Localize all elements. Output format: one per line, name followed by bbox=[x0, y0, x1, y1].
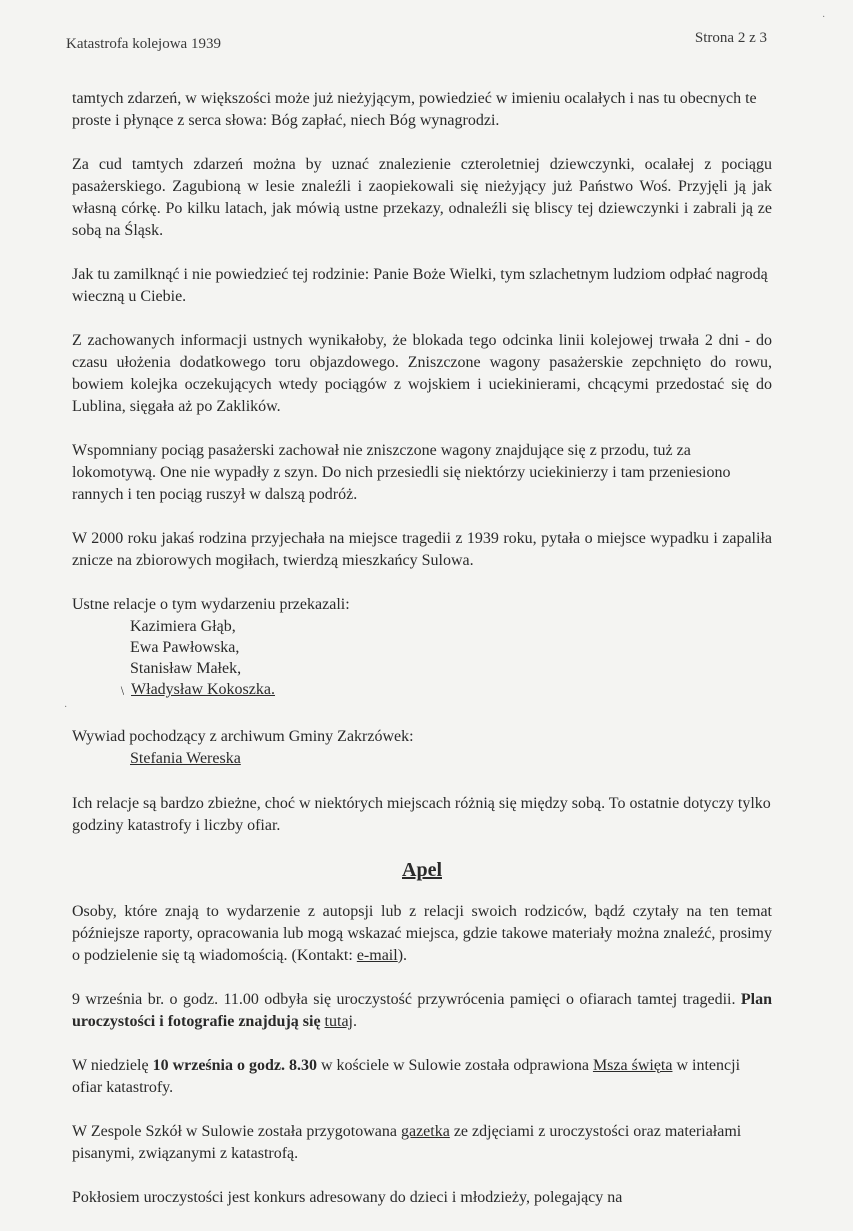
relations-paragraph: Ich relacje są bardzo zbieżne, choć w niektórych miejscach różnią się między sobą. To ostatnie dotyczy tylko godziny katastrofy i liczby ofiar. bbox=[72, 795, 771, 834]
header-title: Katastrofa kolejowa 1939 bbox=[66, 36, 221, 52]
appeal-paragraph-4: W Zespole Szkół w Sulowie została przygotowana gazetka ze zdjęciami z uroczystości oraz materiałami pisanymi, związanymi z katastrofą. bbox=[72, 1123, 742, 1162]
witness-intro: Ustne relacje o tym wydarzeniu przekazali: bbox=[72, 596, 350, 613]
witness-name: ﹨ Władysław Kokoszka. bbox=[116, 681, 275, 698]
interview-name: Stefania Wereska bbox=[130, 750, 241, 767]
paragraph-3: Jak tu zamilknąć i nie powiedzieć tej rodzinie: Panie Boże Wielki, tym szlachetnym ludziom odpłać nagrodą wieczną u Ciebie. bbox=[72, 266, 768, 305]
mass-link[interactable]: Msza święta bbox=[592, 1057, 673, 1074]
paragraph-1: tamtych zdarzeń, w większości może już nieżyjącym, powiedzieć w imieniu ocalałych i nas tu obecnych te proste i płynące z serca słowa: Bóg zapłać, niech Bóg wynagrodzi. bbox=[72, 90, 757, 129]
appeal-paragraph-1: Osoby, które znają to wydarzenie z autopsji lub z relacji swoich rodziców, bądź czytały na ten temat późniejsze raporty, opracowania lub mogą wskazać miejsca, gdzie takowe materiały można znaleźć, prosimy o podzielenie się tą wiadomością. (Kontakt: e-mail). bbox=[72, 903, 772, 964]
scan-speck-icon: · bbox=[822, 12, 826, 23]
gazetka-link[interactable]: gazetka bbox=[400, 1123, 450, 1140]
tutaj-link[interactable]: tutaj bbox=[324, 1013, 353, 1030]
paragraph-2: Za cud tamtych zdarzeń można by uznać znalezienie czteroletniej dziewczynki, ocalałej z pociągu pasażerskiego. Zagubioną w lesie znaleźli i zaopiekowali się nieżyjący już Państwo Woś. Przyjęli ją jak własną córkę. Po kilku latach, jak mówią ustne przekazy, odnaleźli się bliscy tej dziewczynki i zabrali ją ze sobą na Śląsk. bbox=[72, 156, 772, 239]
appeal-paragraph-3: W niedzielę 10 września o godz. 8.30 w kościele w Sulowie została odprawiona Msza święta w intencji ofiar katastrofy. bbox=[72, 1057, 741, 1096]
pen-mark-icon: ﹨ bbox=[116, 682, 130, 697]
document-body bbox=[72, 88, 772, 1231]
email-link[interactable]: e-mail bbox=[356, 947, 398, 964]
witness-name: Ewa Pawłowska, bbox=[130, 639, 240, 656]
header-page-number: Strona 2 z 3 bbox=[694, 30, 767, 46]
paragraph-4: Z zachowanych informacji ustnych wynikałoby, że blokada tego odcinka linii kolejowej trwała 2 dni - do czasu ułożenia dodatkowego toru objazdowego. Zniszczone wagony pasażerskie zepchnięto do rowu, bowiem kolejka oczekujących wtedy pociągów z wojskiem i uciekinierami, chcącymi przedostać się do Lublina, sięgała aż po Zaklików. bbox=[72, 332, 772, 415]
witness-list bbox=[72, 594, 772, 700]
interview-intro: Wywiad pochodzący z archiwum Gminy Zakrzówek: bbox=[72, 728, 414, 745]
scan-speck-icon: · bbox=[64, 702, 68, 713]
appeal-title: Apel bbox=[402, 859, 442, 881]
interview-block bbox=[72, 726, 772, 769]
appeal-paragraph-5: Pokłosiem uroczystości jest konkurs adresowany do dzieci i młodzieży, polegający na bbox=[72, 1189, 623, 1206]
paragraph-6: W 2000 roku jakaś rodzina przyjechała na miejsce tragedii z 1939 roku, pytała o miejsce wypadku i zapaliła znicze na zbiorowych mogiłach, twierdzą mieszkańcy Sulowa. bbox=[72, 530, 772, 569]
appeal-paragraph-2: 9 września br. o godz. 11.00 odbyła się uroczystość przywrócenia pamięci o ofiarach tamtej tragedii. Plan uroczystości i fotografie znajdują się tutaj. bbox=[72, 991, 772, 1030]
witness-name: Stanisław Małek, bbox=[130, 660, 242, 677]
paragraph-5: Wspomniany pociąg pasażerski zachował nie zniszczone wagony znajdujące się z przodu, tuż za lokomotywą. One nie wypadły z szyn. Do nich przesiedli się niektórzy uciekinierzy i tam przeniesiono rannych i ten pociąg ruszył w dalszą podróż. bbox=[72, 442, 731, 503]
witness-name: Kazimiera Głąb, bbox=[130, 618, 236, 635]
